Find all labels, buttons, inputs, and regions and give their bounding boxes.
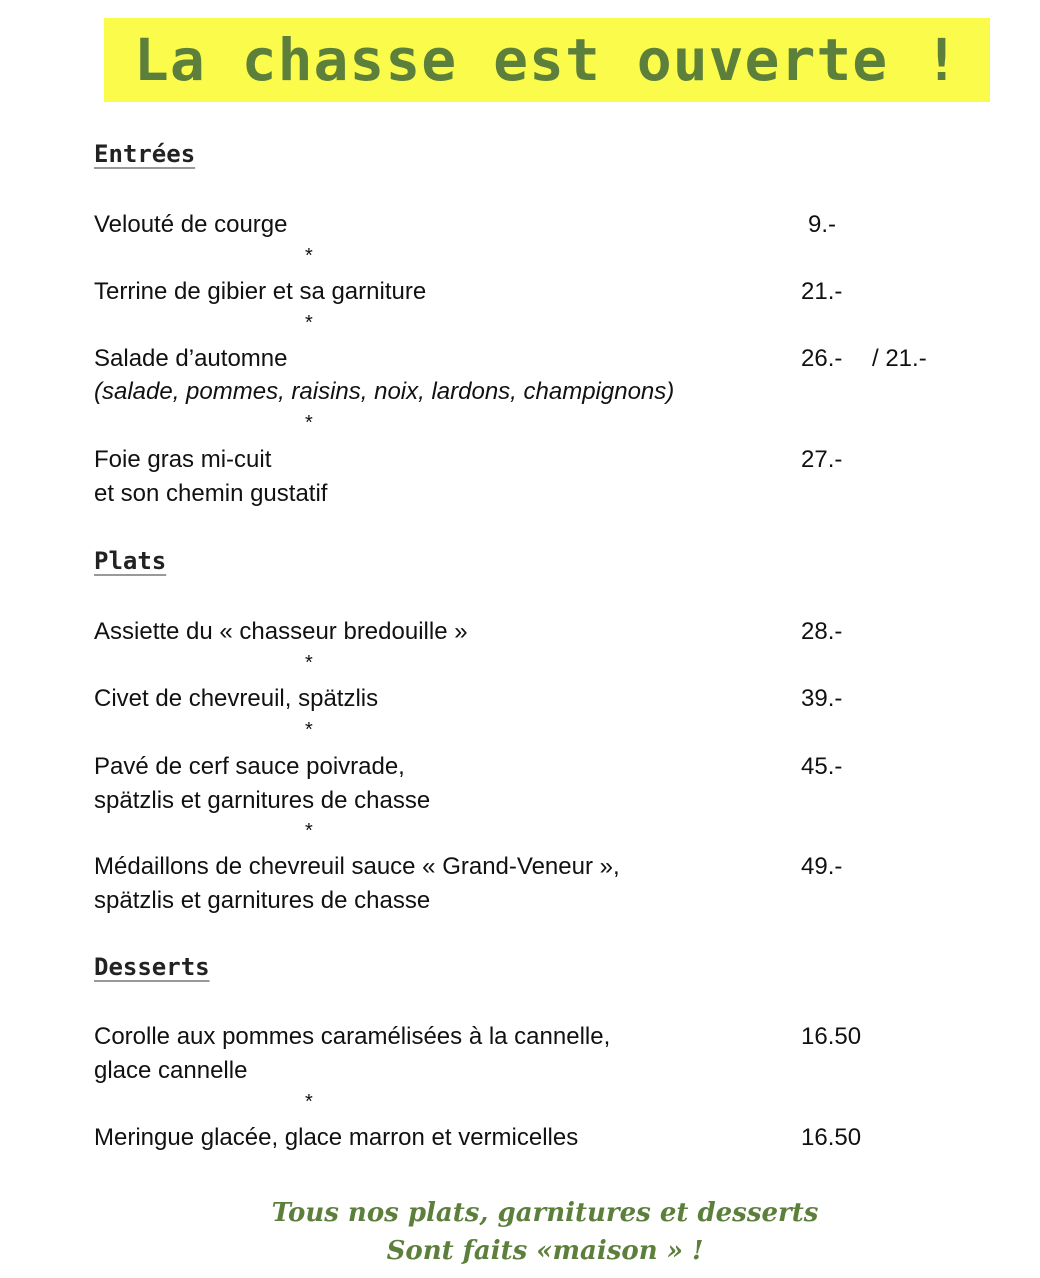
menu-item-price: 45.- <box>801 753 843 780</box>
menu-item-price: 9.- <box>808 211 837 238</box>
menu-item-name: Corolle aux pommes caramélisées à la cannelle, <box>94 1023 611 1050</box>
menu-item-name: Meringue glacée, glace marron et vermicelles <box>94 1124 579 1151</box>
menu-item-price: 28.- <box>801 618 843 645</box>
separator-star: * <box>305 312 313 334</box>
menu-item-price-alt: / 21.- <box>872 345 927 372</box>
menu-item-price: 16.50 <box>801 1023 862 1050</box>
menu-item-price: 26.- <box>801 345 843 372</box>
menu-item-name: Foie gras mi-cuit <box>94 446 272 473</box>
menu-item-price: 39.- <box>801 685 843 712</box>
footer-line-1: Tous nos plats, garnitures et desserts <box>271 1198 819 1228</box>
menu-item-price: 21.- <box>801 278 843 305</box>
menu-item-name: Médaillons de chevreuil sauce « Grand-Veneur », <box>94 853 620 880</box>
menu-item-price: 49.- <box>801 853 843 880</box>
separator-star: * <box>305 245 313 267</box>
menu-item-price: 16.50 <box>801 1124 862 1151</box>
separator-star: * <box>305 652 313 674</box>
menu-item-name: Salade d’automne <box>94 345 288 372</box>
menu-item-name: Velouté de courge <box>94 211 288 238</box>
menu-item-name-line2: glace cannelle <box>94 1057 248 1084</box>
menu-item-detail: (salade, pommes, raisins, noix, lardons, champignons) <box>94 378 675 405</box>
menu-item-name-line2: spätzlis et garnitures de chasse <box>94 787 431 814</box>
menu-item-name-line2: spätzlis et garnitures de chasse <box>94 887 431 914</box>
menu-item-name-line2: et son chemin gustatif <box>94 480 328 507</box>
section-heading-plats: Plats <box>94 547 167 575</box>
section-heading-entrees: Entrées <box>94 140 196 168</box>
menu-item-name: Terrine de gibier et sa garniture <box>94 278 427 305</box>
separator-star: * <box>305 1091 313 1113</box>
menu-item-name: Assiette du « chasseur bredouille » <box>94 618 468 645</box>
footer-line-2: Sont faits «maison » ! <box>386 1236 704 1266</box>
section-heading-desserts: Desserts <box>94 953 210 981</box>
separator-star: * <box>305 820 313 842</box>
separator-star: * <box>305 719 313 741</box>
separator-star: * <box>305 412 313 434</box>
page-title: La chasse est ouverte ! <box>133 26 961 94</box>
menu-item-name: Civet de chevreuil, spätzlis <box>94 685 379 712</box>
menu-item-price: 27.- <box>801 446 843 473</box>
menu-item-name: Pavé de cerf sauce poivrade, <box>94 753 405 780</box>
